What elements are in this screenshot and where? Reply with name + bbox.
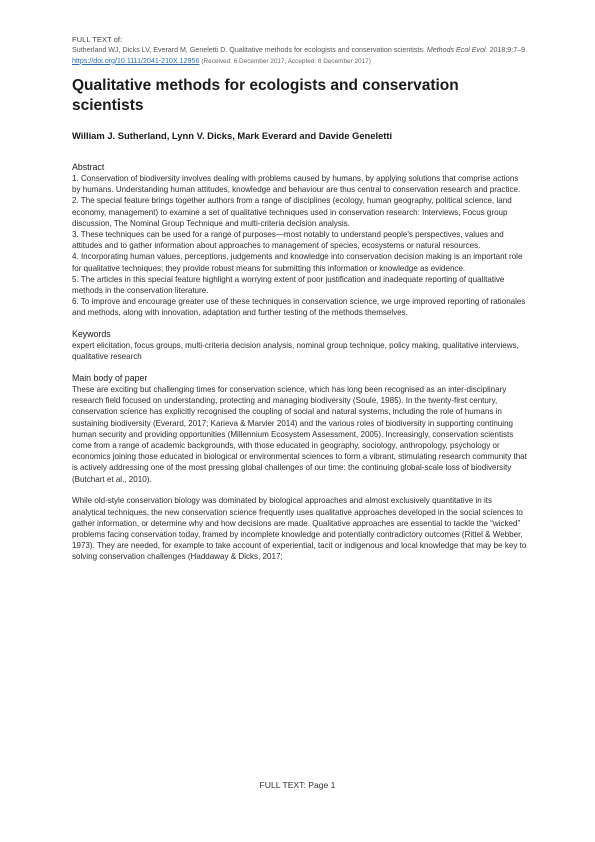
citation-line bbox=[72, 45, 542, 67]
abstract-item: 4. Incorporating human values, perceptions, judgements and knowledge into conservation decision making is an important role for qualitative techniques; they provide robust means for submitting this information or knowledge as evidence. bbox=[72, 252, 523, 273]
abstract-item: 1. Conservation of biodiversity involves dealing with problems caused by humans, by applying solutions that comprise actions by humans. Understanding human attitudes, knowledge and behaviour are thus central to conservation research and practice. bbox=[72, 174, 521, 195]
abstract-section bbox=[72, 173, 527, 319]
abstract-item: 5. The articles in this special feature highlight a worrying extent of poor justification and inadequate reporting of qualitative methods in the conservation literature. bbox=[72, 274, 505, 296]
abstract-item: 3. These techniques can be used for a range of purposes—most notably to understand people's perspectives, values and attitudes and to gather information about approaches to management of species, ecosystems or natural resources. bbox=[72, 230, 504, 251]
page-footer: FULL TEXT: Page 1 bbox=[259, 780, 336, 790]
body-paragraph: While old-style conservation biology was dominated by biological approaches and almost exclusively quantitative in its analytical techniques, the new conservation science frequently uses qualitative approaches developed in the social sciences to gather information, or determine why and how decisions are made. Qualitative approaches are essential to tackle the “wicked” problems facing conservation today, framed by incomplete knowledge and potentially contradictory outcomes (Rittel & Webber, 1973). They are needed, for example to take account of experiential, tacit or indigenous and local knowledge that may be key to solving conservation challenges (Haddaway & Dicks, 2017; bbox=[72, 496, 527, 562]
keywords-text: expert elicitation, focus groups, multi-criteria decision analysis, nominal group technique, policy making, qualitative interviews, qualitative research bbox=[72, 341, 519, 362]
keywords-heading: Keywords bbox=[72, 329, 111, 340]
paper-title: Qualitative methods for ecologists and conservation scientists bbox=[72, 77, 459, 114]
doi-link[interactable]: https://doi.org/10.1111/2041-210X.12956 bbox=[72, 56, 200, 65]
abstract-item: 2. The special feature brings together authors from a range of disciplines (ecology, human geography, political science, land economy, management) to examine a set of qualitative techniques used in conservation research: Interviews, Focus group discussion, The Nominal Group Technique and multi-criteria decision analysis. bbox=[72, 196, 512, 228]
paper-body bbox=[72, 161, 527, 563]
main-body-heading: Main body of paper bbox=[72, 373, 148, 384]
author-list: William J. Sutherland, Lynn V. Dicks, Mark Everard and Davide Geneletti bbox=[72, 130, 393, 141]
abstract-heading: Abstract bbox=[72, 162, 105, 172]
citation-authors-title: Sutherland WJ, Dicks LV, Everard M, Geneletti D. Qualitative methods for ecologists and conservation scientists. bbox=[72, 46, 427, 54]
citation-volume: 2018;9:7–9. bbox=[487, 46, 528, 54]
journal-name: Methods Ecol Evol. bbox=[426, 46, 488, 54]
full-text-label: FULL TEXT of: bbox=[72, 35, 123, 44]
abstract-item: 6. To improve and encourage greater use of these techniques in conservation science, we urge improved reporting of rationales and methods, along with innovation, adaptation and further testing of the methods themselves. bbox=[72, 297, 526, 318]
body-paragraph: These are exciting but challenging times for conservation science, which has long been recognised as an inter-disciplinary research field focused on understanding, protecting and managing biodiversity (Soule, 1985). In the twenty-first century, conservation science has explicitly recognised the coupling of social and natural systems, including the role of humans in sustaining biodiversity (Everard, 2017; Karieva & Marvier 2014) and the various roles of biodiversity in supporting continuing human security and providing opportunities (Millennium Ecosystem Assessment, 2005). Increasingly, conservation scientists come from a range of academic backgrounds, with those educated in geography, sociology, anthropology, psychology or economics joining those educated in biological or environmental sciences to form a vibrant, stimulating research community that is actively addressing one of the most pressing global challenges of our time: the continuing global-scale loss of biodiversity (Butchart et al., 2010). bbox=[72, 385, 527, 484]
received-dates: (Received: 6 December 2017, Accepted: 8 December 2017) bbox=[201, 57, 371, 65]
citation-header bbox=[72, 35, 542, 67]
